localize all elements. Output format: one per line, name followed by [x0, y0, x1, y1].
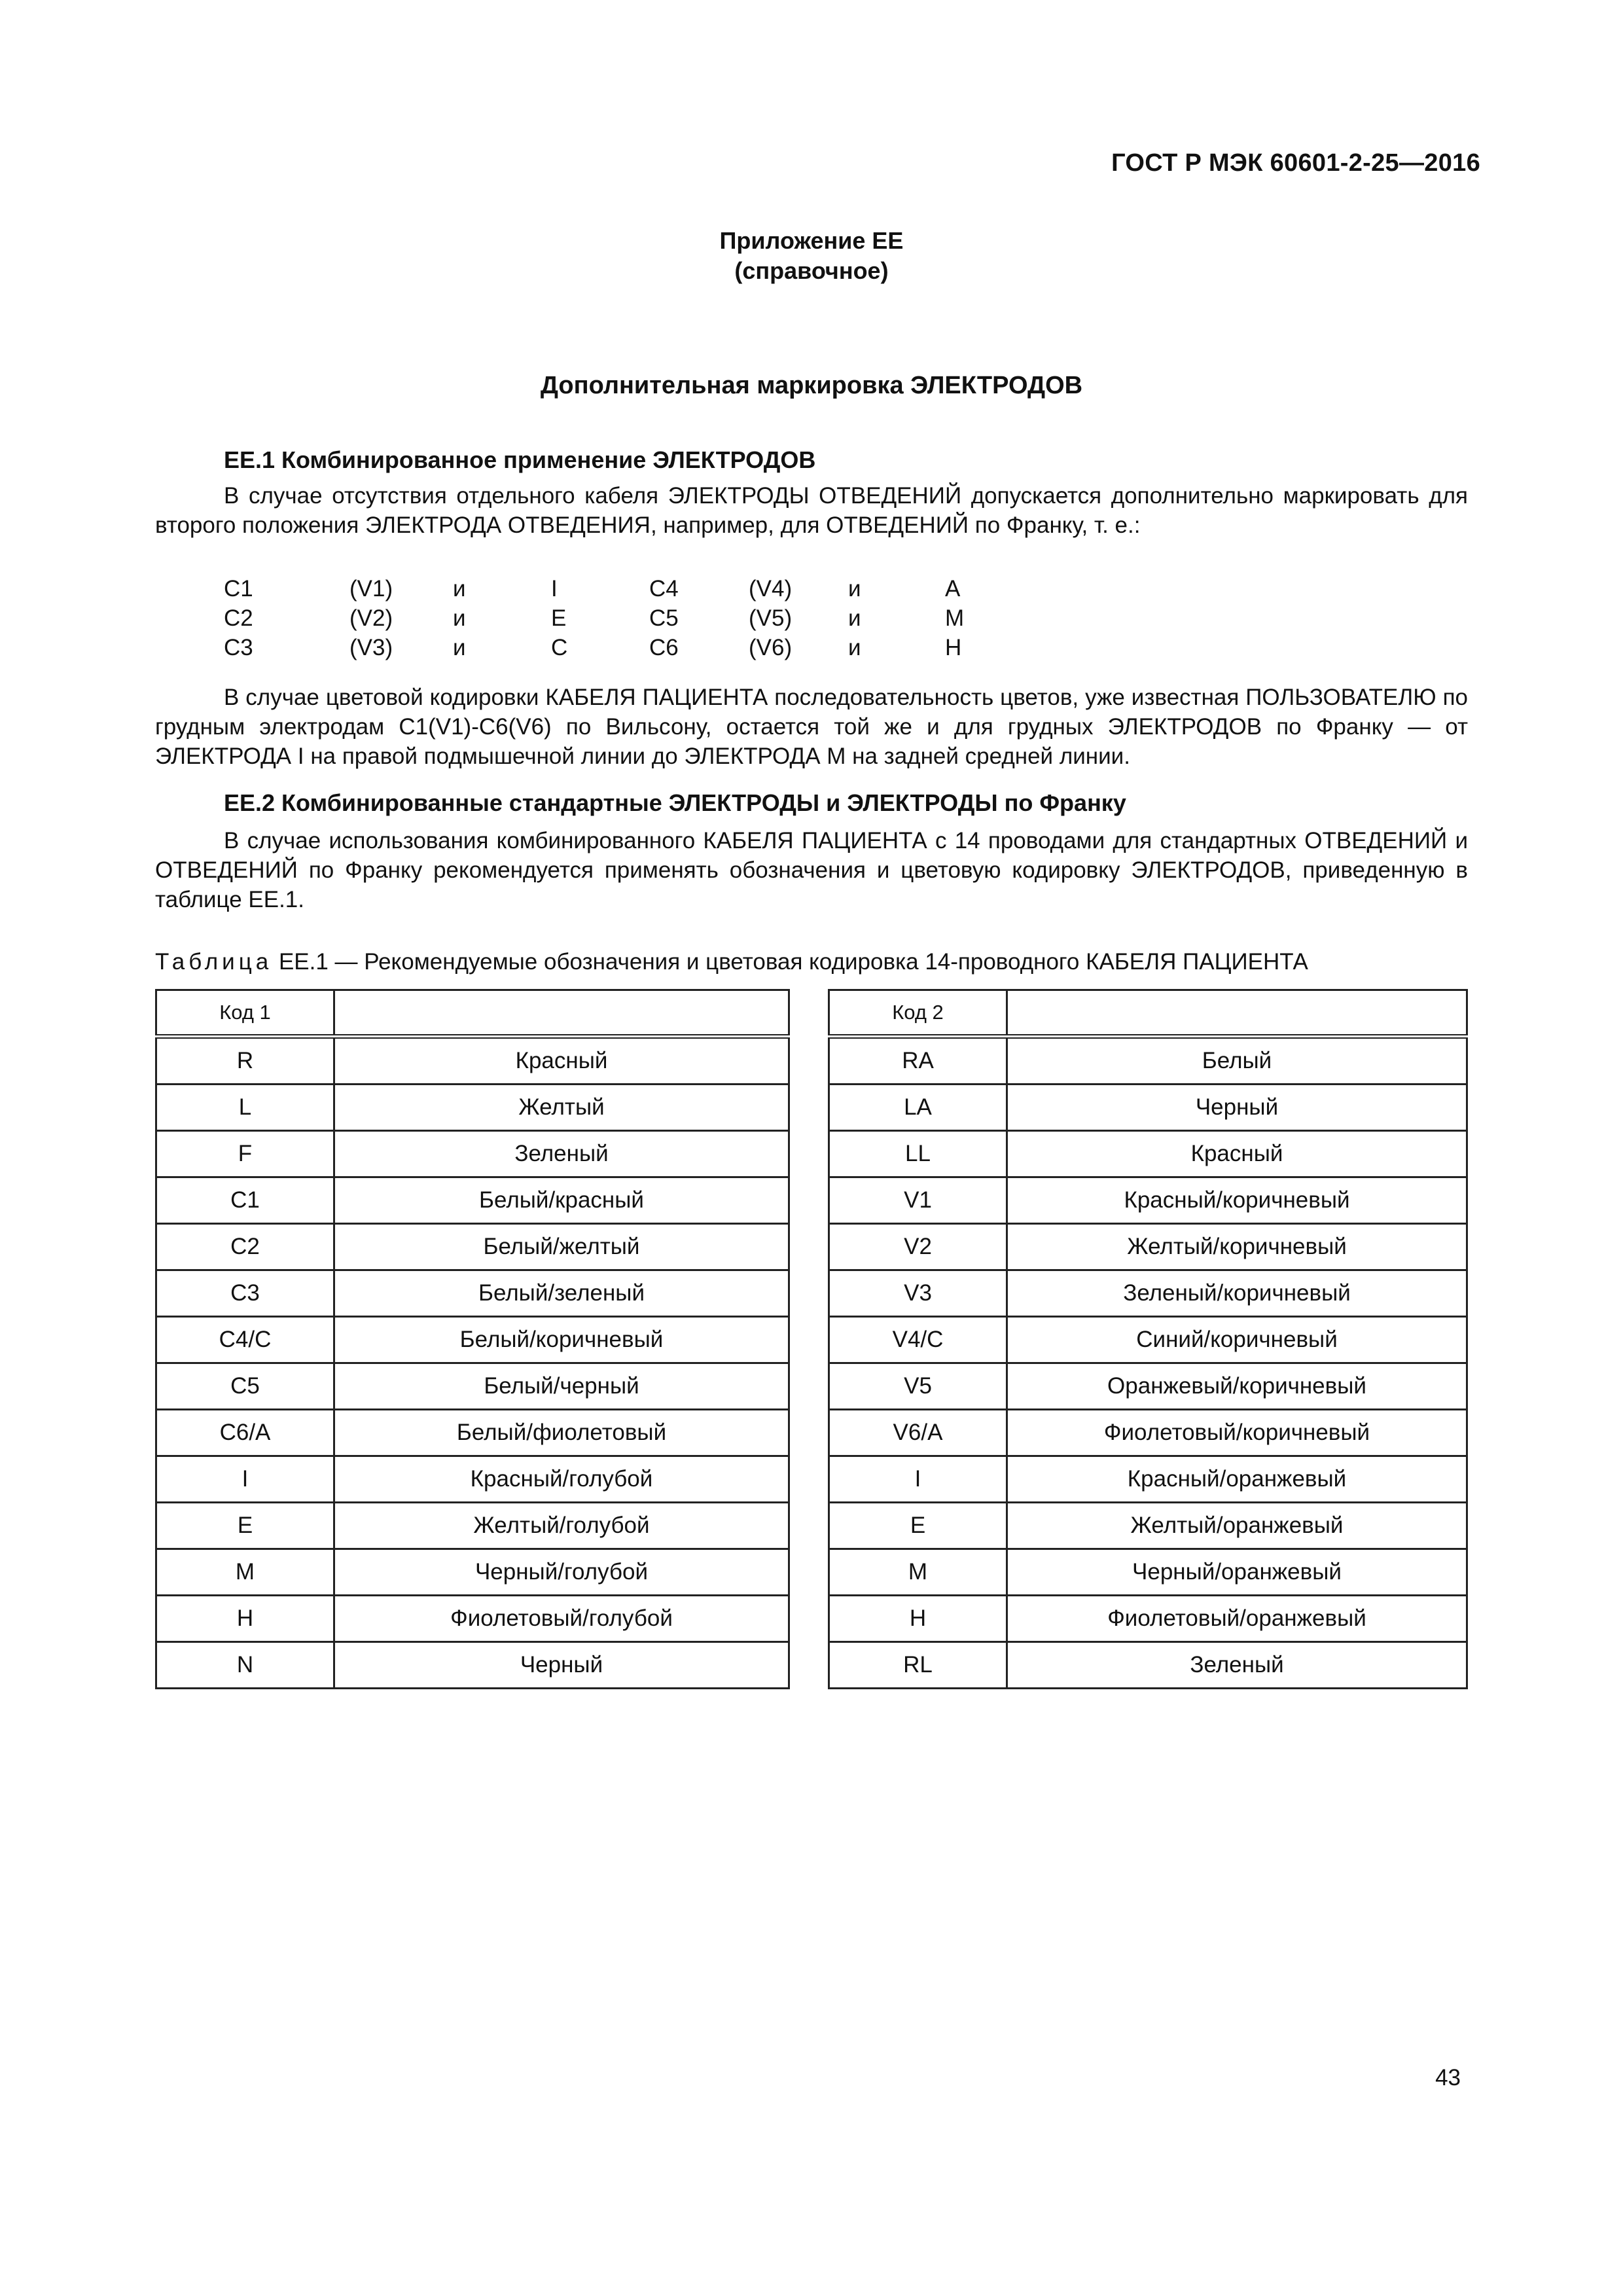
color-cell: Красный [1007, 1131, 1467, 1177]
table-row [829, 1596, 1467, 1642]
and-word: и [848, 635, 861, 660]
section-ee1-paragraph: В случае отсутствия отдельного кабеля ЭЛЕКТРОДЫ ОТВЕДЕНИЙ допускается дополнительно маркировать для второго положения ЭЛЕКТРОДА ОТВЕДЕНИЯ, например, для ОТВЕДЕНИЙ по Франку, т. е.: [155, 483, 1468, 538]
wilson-lead: (V2) [349, 605, 393, 631]
code-cell: С4/С [156, 1317, 334, 1363]
table-caption-word: Таблица [155, 949, 273, 975]
table-row [156, 1224, 789, 1270]
code-cell: N [156, 1642, 334, 1689]
table-row [829, 1456, 1467, 1503]
color-cell: Фиолетовый/коричневый [1007, 1410, 1467, 1456]
chest-electrode: С1 [224, 576, 253, 601]
code-cell: V1 [829, 1177, 1007, 1224]
table-row [829, 1549, 1467, 1596]
standard-identifier: ГОСТ Р МЭК 60601-2-25—2016 [1111, 149, 1480, 177]
table-row [829, 1410, 1467, 1456]
color-cell: Зеленый/коричневый [1007, 1270, 1467, 1317]
color-cell: Белый/красный [334, 1177, 789, 1224]
frank-electrode: А [945, 576, 961, 601]
table-row [829, 1503, 1467, 1549]
table-caption-text: ЕЕ.1 — Рекомендуемые обозначения и цветовая кодировка 14-проводного КАБЕЛЯ ПАЦИЕНТА [272, 949, 1308, 975]
table-row [829, 1363, 1467, 1410]
code-cell: V6/А [829, 1410, 1007, 1456]
code-cell: С2 [156, 1224, 334, 1270]
code-cell: RA [829, 1037, 1007, 1085]
code1-table [155, 989, 790, 1689]
section-heading-ee1: ЕЕ.1 Комбинированное применение ЭЛЕКТРОДОВ [224, 446, 816, 473]
code-cell: I [829, 1456, 1007, 1503]
frank-electrode: I [551, 576, 558, 601]
code-cell: М [156, 1549, 334, 1596]
table-row [156, 1037, 789, 1085]
code-cell: LL [829, 1131, 1007, 1177]
color-cell: Черный/голубой [334, 1549, 789, 1596]
code-cell: L [156, 1085, 334, 1131]
table-row [829, 1642, 1467, 1689]
electrode-row [224, 603, 984, 633]
code-cell: LA [829, 1085, 1007, 1131]
and-word: и [453, 576, 466, 601]
table-row [829, 1317, 1467, 1363]
color-cell: Желтый/оранжевый [1007, 1503, 1467, 1549]
and-word: и [848, 605, 861, 631]
color-cell: Белый/коричневый [334, 1317, 789, 1363]
code-cell: М [829, 1549, 1007, 1596]
color-cell: Красный/оранжевый [1007, 1456, 1467, 1503]
code2-table [828, 989, 1468, 1689]
table-header-row [156, 990, 789, 1037]
table-row [829, 1270, 1467, 1317]
wilson-lead: (V4) [749, 576, 793, 601]
code-cell: Н [156, 1596, 334, 1642]
table-row [156, 1549, 789, 1596]
color-cell: Зеленый [1007, 1642, 1467, 1689]
table-row [156, 1456, 789, 1503]
table-row [829, 1131, 1467, 1177]
page-title: Дополнительная маркировка ЭЛЕКТРОДОВ [540, 372, 1083, 399]
table-row [156, 1503, 789, 1549]
table-caption [155, 949, 1308, 975]
code-cell: С5 [156, 1363, 334, 1410]
table-row [156, 1363, 789, 1410]
color-cell: Белый [1007, 1037, 1467, 1085]
section-heading-ee2: ЕЕ.2 Комбинированные стандартные ЭЛЕКТРОДЫ и ЭЛЕКТРОДЫ по Франку [224, 789, 1126, 816]
code-cell: R [156, 1037, 334, 1085]
table-row [156, 1085, 789, 1131]
color-cell: Зеленый [334, 1131, 789, 1177]
electrode-row [224, 633, 984, 662]
code-cell: Е [829, 1503, 1007, 1549]
chest-electrode: С4 [649, 576, 679, 601]
code-cell: V2 [829, 1224, 1007, 1270]
frank-electrode: Н [945, 635, 962, 660]
color-cell: Оранжевый/коричневый [1007, 1363, 1467, 1410]
color-cell: Желтый [334, 1085, 789, 1131]
code-cell: RL [829, 1642, 1007, 1689]
wilson-lead: (V3) [349, 635, 393, 660]
color-cell: Фиолетовый/оранжевый [1007, 1596, 1467, 1642]
and-word: и [848, 576, 861, 601]
code-cell: С6/А [156, 1410, 334, 1456]
table-row [156, 1270, 789, 1317]
frank-electrode: М [945, 605, 965, 631]
annex-type: (справочное) [734, 257, 889, 284]
color-cell: Красный/голубой [334, 1456, 789, 1503]
annex-heading [0, 226, 1623, 286]
table-row [829, 1085, 1467, 1131]
electrode-pairs-list [224, 574, 984, 662]
chest-electrode: С5 [649, 605, 679, 631]
chest-electrode: С6 [649, 635, 679, 660]
color-cell: Красный [334, 1037, 789, 1085]
color-cell: Белый/желтый [334, 1224, 789, 1270]
color-cell: Черный [1007, 1085, 1467, 1131]
color-cell: Черный [334, 1642, 789, 1689]
color-cell: Черный/оранжевый [1007, 1549, 1467, 1596]
color-cell: Белый/фиолетовый [334, 1410, 789, 1456]
table-row [829, 1224, 1467, 1270]
code-cell: V5 [829, 1363, 1007, 1410]
table-header-row [829, 990, 1467, 1037]
color-cell: Желтый/голубой [334, 1503, 789, 1549]
code-cell: V4/С [829, 1317, 1007, 1363]
and-word: и [453, 605, 466, 631]
color-cell: Синий/коричневый [1007, 1317, 1467, 1363]
table-row [156, 1596, 789, 1642]
section-ee1-paragraph-2: В случае цветовой кодировки КАБЕЛЯ ПАЦИЕНТА последовательность цветов, уже известная ПОЛЬЗОВАТЕЛЮ по грудным электродам С1(V1)-С6(V6) по Вильсону, остается той же и для грудных ЭЛЕКТРОДОВ по Франку — от ЭЛЕКТРОДА I на правой подмышечной линии до ЭЛЕКТРОДА М на задней средней линии. [155, 685, 1468, 769]
code-cell: I [156, 1456, 334, 1503]
code-cell: F [156, 1131, 334, 1177]
frank-electrode: С [551, 635, 568, 660]
chest-electrode: С3 [224, 635, 253, 660]
and-word: и [453, 635, 466, 660]
wilson-lead: (V6) [749, 635, 793, 660]
frank-electrode: Е [551, 605, 567, 631]
code-cell: Е [156, 1503, 334, 1549]
color-cell: Белый/черный [334, 1363, 789, 1410]
table-row [829, 1037, 1467, 1085]
table-row [156, 1410, 789, 1456]
color-cell: Фиолетовый/голубой [334, 1596, 789, 1642]
color-cell: Желтый/коричневый [1007, 1224, 1467, 1270]
color-cell: Красный/коричневый [1007, 1177, 1467, 1224]
chest-electrode: С2 [224, 605, 253, 631]
annex-label: Приложение ЕЕ [719, 227, 904, 254]
wilson-lead: (V1) [349, 576, 393, 601]
table-row [156, 1317, 789, 1363]
code2-header: Код 2 [829, 990, 1007, 1037]
code2-color-header [1007, 990, 1467, 1037]
code-cell: Н [829, 1596, 1007, 1642]
code-cell: V3 [829, 1270, 1007, 1317]
code-cell: С1 [156, 1177, 334, 1224]
page-number: 43 [1435, 2065, 1461, 2090]
code1-color-header [334, 990, 789, 1037]
code-cell: С3 [156, 1270, 334, 1317]
table-row [829, 1177, 1467, 1224]
color-cell: Белый/зеленый [334, 1270, 789, 1317]
wilson-lead: (V5) [749, 605, 793, 631]
electrode-row [224, 574, 984, 603]
table-row [156, 1131, 789, 1177]
table-row [156, 1177, 789, 1224]
code1-header: Код 1 [156, 990, 334, 1037]
table-row [156, 1642, 789, 1689]
section-ee2-paragraph: В случае использования комбинированного КАБЕЛЯ ПАЦИЕНТА с 14 проводами для стандартных ОТВЕДЕНИЙ и ОТВЕДЕНИЙ по Франку рекомендуется применять обозначения и цветовую кодировку ЭЛЕКТРОДОВ, приведенную в таблице ЕЕ.1. [155, 828, 1468, 912]
